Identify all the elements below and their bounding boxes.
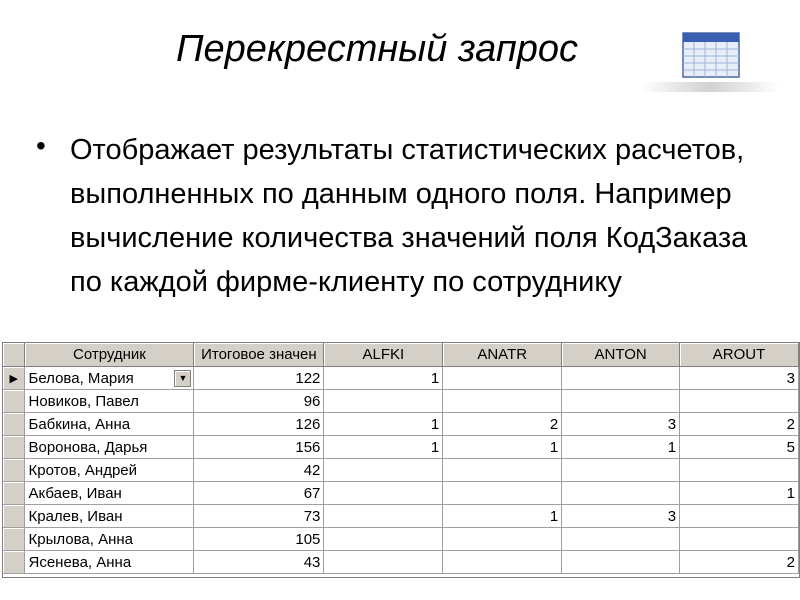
crosstab-table	[3, 343, 799, 574]
count-cell[interactable]	[680, 528, 799, 551]
count-cell[interactable]	[324, 505, 443, 528]
count-cell[interactable]	[562, 459, 680, 482]
employee-cell[interactable]	[25, 367, 194, 390]
employee-name: Акбаев, Иван	[28, 484, 122, 502]
total-cell[interactable]: 42	[194, 459, 324, 482]
table-row[interactable]	[3, 528, 799, 551]
total-cell[interactable]: 96	[194, 390, 324, 413]
crosstab-datasheet[interactable]	[2, 342, 800, 578]
employee-cell[interactable]	[25, 528, 194, 551]
count-cell[interactable]	[324, 459, 443, 482]
column-header[interactable]: Итоговое значен	[194, 343, 324, 367]
count-cell[interactable]: 1	[324, 367, 443, 390]
column-header[interactable]: Сотрудник	[25, 343, 194, 367]
bullet-text: Отображает результаты статистических расчетов, выполненных по данным одного поля. Например вычисление количества значений поля КодЗаказа по каждой фирме-клиенту по сотруднику	[70, 134, 748, 298]
count-cell[interactable]	[562, 528, 680, 551]
employee-name: Крылова, Анна	[28, 530, 134, 548]
table-row[interactable]	[3, 436, 799, 459]
count-cell[interactable]	[443, 551, 562, 574]
row-selector[interactable]: ▶	[3, 367, 25, 390]
employee-cell[interactable]	[25, 482, 194, 505]
count-cell[interactable]	[680, 390, 799, 413]
count-cell[interactable]	[562, 482, 680, 505]
count-cell[interactable]	[680, 459, 799, 482]
column-header[interactable]: ALFKI	[324, 343, 443, 367]
chevron-down-icon[interactable]: ▼	[174, 370, 191, 387]
bullet-dot: •	[36, 130, 46, 161]
employee-name: Ясенева, Анна	[28, 553, 132, 571]
total-cell[interactable]: 122	[194, 367, 324, 390]
count-cell[interactable]: 1	[443, 436, 562, 459]
employee-cell[interactable]	[25, 505, 194, 528]
count-cell[interactable]: 2	[680, 551, 799, 574]
row-selector[interactable]	[3, 551, 25, 574]
employee-name: Кротов, Андрей	[28, 461, 138, 479]
count-cell[interactable]	[562, 367, 680, 390]
row-selector[interactable]	[3, 390, 25, 413]
total-cell[interactable]: 126	[194, 413, 324, 436]
count-cell[interactable]: 3	[562, 413, 680, 436]
table-row[interactable]	[3, 551, 799, 574]
table-grid-icon	[682, 32, 740, 78]
column-header[interactable]: ANTON	[562, 343, 680, 367]
count-cell[interactable]	[680, 505, 799, 528]
count-cell[interactable]: 2	[443, 413, 562, 436]
table-row[interactable]	[3, 413, 799, 436]
employee-name: Воронова, Дарья	[28, 438, 148, 456]
table-row[interactable]	[3, 390, 799, 413]
employee-name: Бабкина, Анна	[28, 415, 131, 433]
count-cell[interactable]	[443, 459, 562, 482]
count-cell[interactable]: 3	[562, 505, 680, 528]
count-cell[interactable]	[324, 551, 443, 574]
employee-name: Белова, Мария	[28, 369, 134, 387]
employee-cell[interactable]	[25, 436, 194, 459]
count-cell[interactable]: 2	[680, 413, 799, 436]
count-cell[interactable]	[324, 528, 443, 551]
count-cell[interactable]: 1	[324, 413, 443, 436]
employee-cell[interactable]	[25, 390, 194, 413]
count-cell[interactable]: 1	[324, 436, 443, 459]
count-cell[interactable]: 1	[443, 505, 562, 528]
total-cell[interactable]: 105	[194, 528, 324, 551]
row-selector[interactable]	[3, 528, 25, 551]
employee-cell[interactable]	[25, 551, 194, 574]
total-cell[interactable]: 43	[194, 551, 324, 574]
employee-cell[interactable]	[25, 413, 194, 436]
table-row[interactable]	[3, 367, 799, 390]
count-cell[interactable]: 1	[562, 436, 680, 459]
count-cell[interactable]: 3	[680, 367, 799, 390]
table-row[interactable]	[3, 482, 799, 505]
count-cell[interactable]	[443, 482, 562, 505]
count-cell[interactable]	[443, 390, 562, 413]
total-cell[interactable]: 156	[194, 436, 324, 459]
header-row	[3, 343, 799, 367]
count-cell[interactable]	[443, 367, 562, 390]
column-header[interactable]: ANATR	[443, 343, 562, 367]
count-cell[interactable]	[562, 551, 680, 574]
count-cell[interactable]: 5	[680, 436, 799, 459]
employee-cell[interactable]	[25, 459, 194, 482]
total-cell[interactable]: 67	[194, 482, 324, 505]
count-cell[interactable]	[324, 390, 443, 413]
table-row[interactable]	[3, 459, 799, 482]
column-header[interactable]: AROUT	[680, 343, 799, 367]
slide-title: Перекрестный запрос	[176, 28, 579, 70]
row-selector[interactable]	[3, 482, 25, 505]
count-cell[interactable]	[562, 390, 680, 413]
count-cell[interactable]: 1	[680, 482, 799, 505]
icon-shadow	[640, 82, 780, 92]
employee-name: Новиков, Павел	[28, 392, 139, 410]
select-all-corner[interactable]	[3, 343, 25, 367]
table-row[interactable]	[3, 505, 799, 528]
row-selector[interactable]	[3, 413, 25, 436]
row-selector[interactable]	[3, 459, 25, 482]
employee-name: Кралев, Иван	[28, 507, 123, 525]
row-selector[interactable]	[3, 436, 25, 459]
count-cell[interactable]	[443, 528, 562, 551]
count-cell[interactable]	[324, 482, 443, 505]
total-cell[interactable]: 73	[194, 505, 324, 528]
row-selector[interactable]	[3, 505, 25, 528]
